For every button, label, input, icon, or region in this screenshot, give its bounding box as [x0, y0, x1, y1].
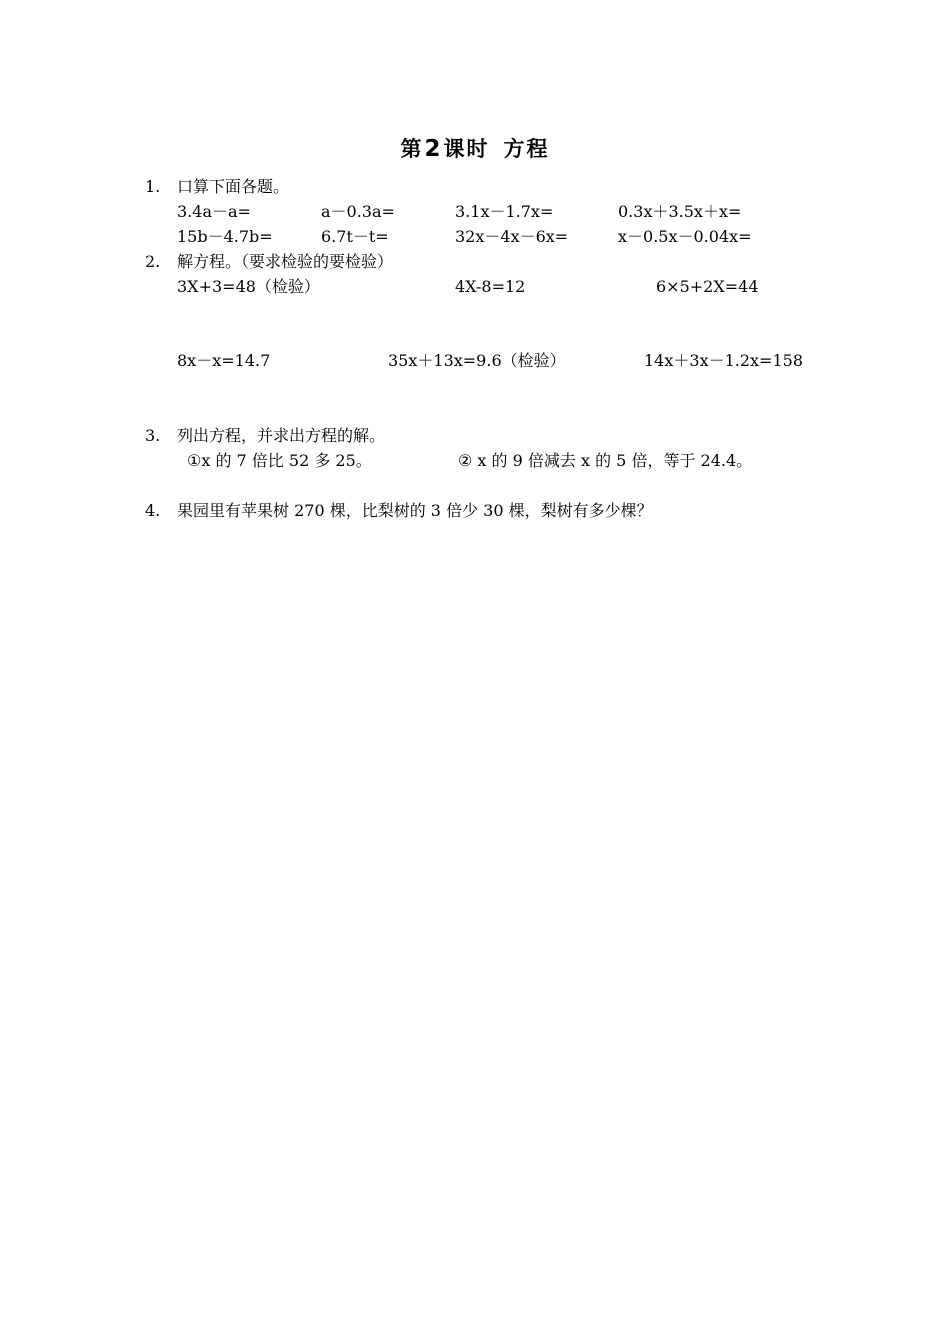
- q2-equation-5: 35x＋13x=9.6（检验）: [388, 351, 566, 370]
- q1-expr-8: x－0.5x－0.04x=: [618, 227, 752, 246]
- q2-equation-1: 3X+3=48（检验）: [177, 277, 320, 296]
- page-title: [0, 135, 950, 163]
- title-number: 2: [424, 136, 443, 162]
- q1-expr-7: 32x－4x－6x=: [455, 227, 569, 246]
- title-suffix: 课时: [443, 136, 490, 161]
- q1-expr-1: 3.4a－a=: [177, 202, 251, 221]
- q3-item-2: ② x 的 9 倍减去 x 的 5 倍，等于 24.4。: [458, 451, 753, 470]
- q2-equation-3: 6×5+2X=44: [656, 277, 759, 296]
- q1-expr-6: 6.7t－t=: [321, 227, 389, 246]
- q1-expr-5: 15b－4.7b=: [177, 227, 273, 246]
- q3-prompt: 列出方程，并求出方程的解。: [177, 426, 386, 445]
- q2-equation-6: 14x＋3x－1.2x=158: [644, 351, 804, 370]
- q1-expr-4: 0.3x＋3.5x＋x=: [618, 202, 742, 221]
- q4-prompt: 果园里有苹果树 270 棵，比梨树的 3 倍少 30 棵，梨树有多少棵？: [177, 501, 653, 520]
- q2-equation-4: 8x－x=14.7: [177, 351, 271, 370]
- q2-equation-2: 4X-8=12: [455, 277, 526, 296]
- q2-prompt: 解方程。（要求检验的要检验）: [177, 252, 394, 271]
- q1-expr-2: a－0.3a=: [321, 202, 395, 221]
- title-prefix: 第: [400, 136, 424, 161]
- q3-number: 3.: [145, 426, 161, 445]
- q2-number: 2.: [145, 252, 161, 271]
- q1-expr-3: 3.1x－1.7x=: [455, 202, 554, 221]
- q1-prompt: 口算下面各题。: [177, 177, 290, 196]
- q1-number: 1.: [145, 177, 161, 196]
- q3-item-1: ①x 的 7 倍比 52 多 25。: [187, 451, 372, 470]
- title-topic: 方程: [503, 136, 550, 161]
- q4-number: 4.: [145, 501, 161, 520]
